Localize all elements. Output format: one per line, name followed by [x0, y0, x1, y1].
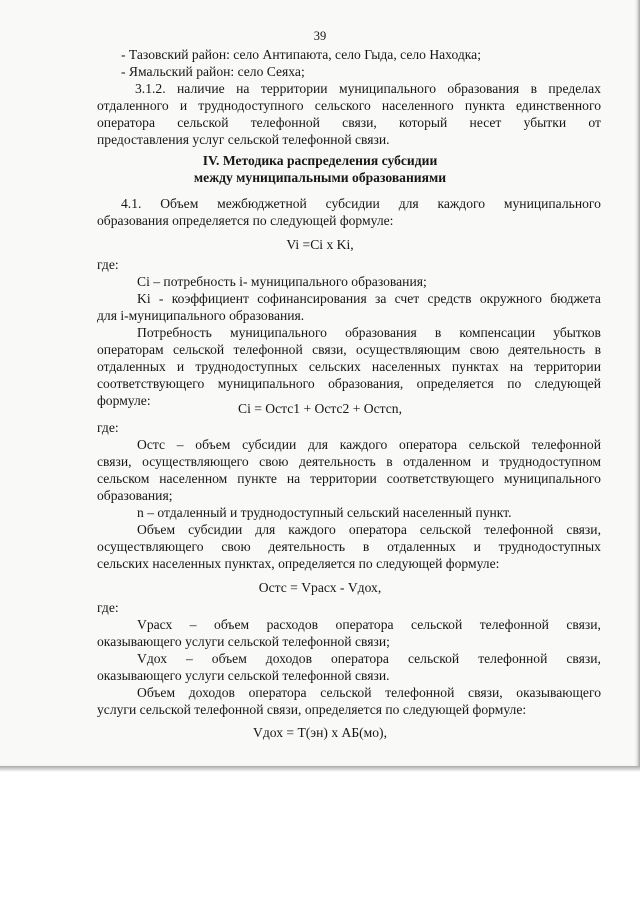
text-line: оказывающего услуги сельской телефонной связи.: [97, 668, 390, 683]
text-line: Vрасх – объем расходов оператора сельской телефонной связи,: [137, 617, 601, 632]
text-line: Vдох – объем доходов оператора сельской телефонной связи,: [137, 651, 601, 666]
section-heading-line-2: между муниципальными образованиями: [193, 170, 447, 185]
text-line: образования;: [97, 488, 173, 503]
text-line: формуле:: [97, 393, 151, 408]
text-line: 3.1.2. наличие на территории муниципального образования в пределах: [135, 81, 601, 96]
text-line: оказывающего услуги сельской телефонной связи;: [97, 634, 390, 649]
text-line: Остс – объем субсидии для каждого оператора сельской телефонной: [137, 437, 601, 452]
text-line: для i-муниципального образования.: [97, 308, 305, 323]
text-line: оператора сельской телефонной связи, который несет убытки от: [97, 115, 601, 130]
text-line: Объем доходов оператора сельской телефонной связи, оказывающего: [137, 685, 601, 700]
text-line: осуществляющего свою деятельность в отдаленных и труднодоступных: [97, 539, 601, 554]
formula: Vдох = Т(эн) х АБ(мо),: [253, 725, 387, 740]
page-number: 39: [313, 29, 327, 43]
text-line: n – отдаленный и труднодоступный сельский населенный пункт.: [137, 505, 512, 520]
text-line: - Ямальский район: село Сеяха;: [121, 64, 305, 79]
text-line: где:: [97, 600, 119, 615]
text-line: где:: [97, 257, 119, 272]
text-line: где:: [97, 420, 119, 435]
text-line: сельских населенных пунктах, определяется по следующей формуле:: [97, 556, 500, 571]
text-line: соответствующего муниципального образования, определяется по следующей: [97, 376, 601, 391]
text-line: сельском населенном пункте на территории соответствующего муниципального: [97, 471, 601, 486]
text-line: Объем субсидии для каждого оператора сельской телефонной связи,: [137, 522, 601, 537]
text-line: операторам сельской телефонной связи, осуществляющим свою деятельность в: [97, 342, 601, 357]
text-line: отдаленного и труднодоступного сельского населенного пункта единственного: [97, 98, 601, 113]
text-line: Ci – потребность i- муниципального образования;: [137, 274, 427, 289]
text-line: отдаленных и труднодоступных сельских населенных пунктах на территории: [97, 359, 601, 374]
text-line: связи, осуществляющего свою деятельность в отдаленном и труднодоступном: [97, 454, 601, 469]
text-line: услуги сельской телефонной связи, определяется по следующей формуле:: [97, 702, 527, 717]
text-line: предоставления услуг сельской телефонной связи.: [97, 132, 390, 147]
text-line: Ki - коэффициент софинансирования за счет средств окружного бюджета: [137, 291, 601, 306]
text-line: 4.1. Объем межбюджетной субсидии для каждого муниципального: [121, 196, 601, 211]
formula: Ci = Остс1 + Остс2 + Остсn,: [238, 401, 402, 416]
formula: Vi =Ci x Ki,: [286, 237, 354, 252]
text-line: - Тазовский район: село Антипаюта, село Гыда, село Находка;: [121, 47, 481, 62]
text-line: образования определяется по следующей формуле:: [97, 213, 394, 228]
formula: Остс = Vрасх - Vдох,: [258, 580, 382, 595]
text-line: Потребность муниципального образования в компенсации убытков: [137, 325, 601, 340]
section-heading-line-1: IV. Методика распределения субсидии: [202, 153, 438, 168]
page-edge-shadow: [0, 766, 640, 772]
